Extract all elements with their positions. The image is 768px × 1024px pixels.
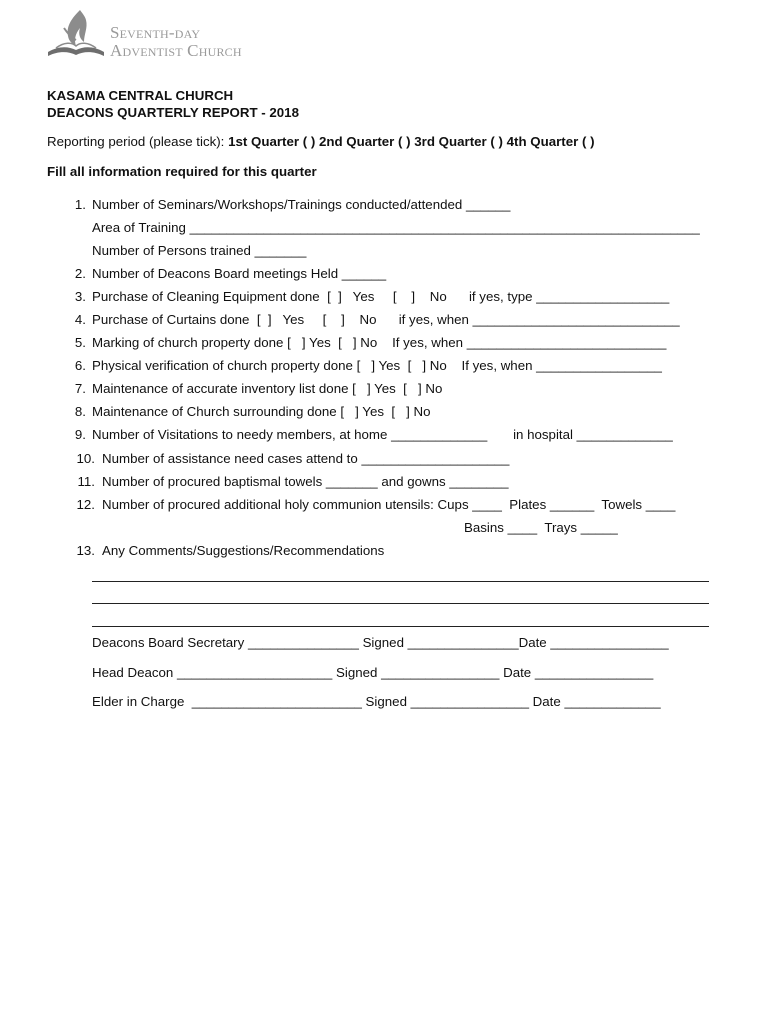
signature-secretary[interactable]: Deacons Board Secretary _______________ Signed _______________Date ________________ xyxy=(92,635,669,650)
report-title: DEACONS QUARTERLY REPORT - 2018 xyxy=(47,105,299,120)
item-board-meetings[interactable]: Number of Deacons Board meetings Held ______ xyxy=(92,266,387,281)
item-baptismal-towels[interactable]: Number of procured baptismal towels _______ and gowns ________ xyxy=(102,474,509,489)
item-comments: Any Comments/Suggestions/Recommendations xyxy=(102,543,385,558)
item-number: 11. xyxy=(77,474,95,489)
item-cleaning-equipment[interactable]: Purchase of Cleaning Equipment done [ ] Yes [ ] No if yes, type __________________ xyxy=(92,289,670,304)
item-communion-utensils[interactable]: Number of procured additional holy communion utensils: Cups ____ Plates ______ Towels ____ xyxy=(102,497,676,512)
item-basins-trays[interactable]: Basins ____ Trays _____ xyxy=(464,520,618,535)
item-number: 7. xyxy=(74,381,86,396)
church-logo xyxy=(44,6,274,62)
item-number: 1. xyxy=(74,197,86,212)
item-number: 5. xyxy=(74,335,86,350)
sda-flame-book-icon xyxy=(44,6,108,62)
item-number: 10. xyxy=(76,451,95,466)
item-inventory-list[interactable]: Maintenance of accurate inventory list done [ ] Yes [ ] No xyxy=(92,381,443,396)
signature-head-deacon[interactable]: Head Deacon _____________________ Signed ________________ Date ________________ xyxy=(92,665,654,680)
item-curtains[interactable]: Purchase of Curtains done [ ] Yes [ ] No if yes, when ____________________________ xyxy=(92,312,680,327)
item-physical-verification[interactable]: Physical verification of church property done [ ] Yes [ ] No If yes, when _________________ xyxy=(92,358,662,373)
document-title xyxy=(47,87,299,121)
item-number: 4. xyxy=(74,312,86,327)
item-persons-trained[interactable]: Number of Persons trained _______ xyxy=(92,243,307,258)
item-number: 2. xyxy=(74,266,86,281)
item-area-of-training[interactable]: Area of Training _____________________________________________________________________ xyxy=(92,220,700,235)
logo-text xyxy=(110,24,242,60)
comment-line-1[interactable] xyxy=(92,581,709,582)
item-church-surrounding[interactable]: Maintenance of Church surrounding done [ ] Yes [ ] No xyxy=(92,404,431,419)
item-number: 9. xyxy=(74,427,86,442)
item-number: 12. xyxy=(76,497,95,512)
reporting-period xyxy=(47,134,595,149)
item-number: 3. xyxy=(74,289,86,304)
item-number: 6. xyxy=(74,358,86,373)
item-assistance-cases[interactable]: Number of assistance need cases attend to ____________________ xyxy=(102,451,510,466)
item-marking-property[interactable]: Marking of church property done [ ] Yes [ ] No If yes, when ___________________________ xyxy=(92,335,667,350)
item-seminars[interactable]: Number of Seminars/Workshops/Trainings conducted/attended ______ xyxy=(92,197,511,212)
item-number: 8. xyxy=(74,404,86,419)
comment-line-2[interactable] xyxy=(92,603,709,604)
item-visitations[interactable]: Number of Visitations to needy members, at home _____________ in hospital _____________ xyxy=(92,427,673,442)
item-number: 13. xyxy=(76,543,95,558)
comment-line-3[interactable] xyxy=(92,626,709,627)
signature-elder[interactable]: Elder in Charge _______________________ Signed ________________ Date _____________ xyxy=(92,694,661,709)
logo-line-2: Adventist Church xyxy=(110,41,242,60)
logo-line-1: Seventh-day xyxy=(110,23,201,42)
period-label: Reporting period (please tick): xyxy=(47,134,229,149)
instruction-text: Fill all information required for this quarter xyxy=(47,164,317,179)
quarter-options[interactable]: 1st Quarter ( ) 2nd Quarter ( ) 3rd Quarter ( ) 4th Quarter ( ) xyxy=(228,134,595,149)
church-name: KASAMA CENTRAL CHURCH xyxy=(47,88,234,103)
